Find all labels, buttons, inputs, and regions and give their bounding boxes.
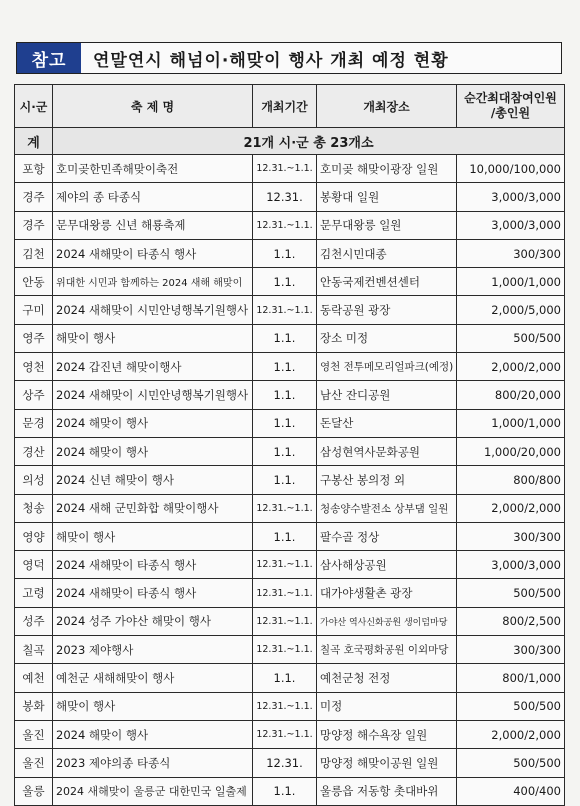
cell-attendance: 2,000/5,000 [457, 296, 565, 324]
cell-city: 울진 [15, 749, 53, 777]
cell-city: 울릉 [15, 777, 53, 805]
cell-city: 의성 [15, 466, 53, 494]
cell-festival: 2024 성주 가야산 해맞이 행사 [53, 607, 253, 635]
cell-venue: 봉황대 일원 [317, 183, 457, 211]
cell-attendance: 2,000/2,000 [457, 494, 565, 522]
cell-venue: 칠곡 호국평화공원 이외마당 [317, 636, 457, 664]
cell-attendance: 10,000/100,000 [457, 155, 565, 183]
col-header-venue: 개최장소 [317, 85, 457, 128]
table-row [15, 692, 565, 720]
col-header-period: 개최기간 [253, 85, 317, 128]
cell-festival: 2024 새해맞이 타종식 행사 [53, 551, 253, 579]
cell-city: 청송 [15, 494, 53, 522]
cell-period: 1.1. [253, 239, 317, 267]
cell-period: 1.1. [253, 268, 317, 296]
cell-festival: 2024 해맞이 행사 [53, 409, 253, 437]
cell-venue: 문무대왕릉 일원 [317, 211, 457, 239]
table-row [15, 211, 565, 239]
table-row [15, 324, 565, 352]
reference-tag: 참고 [17, 43, 81, 73]
cell-venue: 팔수골 정상 [317, 522, 457, 550]
table-row [15, 636, 565, 664]
table-row [15, 353, 565, 381]
cell-attendance: 3,000/3,000 [457, 183, 565, 211]
table-row [15, 409, 565, 437]
cell-attendance: 3,000/3,000 [457, 551, 565, 579]
cell-venue: 김천시민대종 [317, 239, 457, 267]
cell-festival: 2024 갑진년 해맞이행사 [53, 353, 253, 381]
cell-period: 12.31.~1.1. [253, 211, 317, 239]
cell-city: 예천 [15, 664, 53, 692]
cell-period: 12.31.~1.1. [253, 551, 317, 579]
cell-city: 경주 [15, 211, 53, 239]
cell-venue: 울릉읍 저동항 촛대바위 [317, 777, 457, 805]
table-row [15, 607, 565, 635]
cell-festival: 2023 제야의종 타종식 [53, 749, 253, 777]
cell-venue: 호미곶 해맞이광장 일원 [317, 155, 457, 183]
cell-venue: 돈달산 [317, 409, 457, 437]
cell-city: 영양 [15, 522, 53, 550]
table-row [15, 437, 565, 465]
cell-attendance: 500/500 [457, 579, 565, 607]
cell-period: 12.31.~1.1. [253, 692, 317, 720]
cell-attendance: 800/20,000 [457, 381, 565, 409]
cell-festival: 문무대왕릉 신년 해룡축제 [53, 211, 253, 239]
cell-festival: 2024 새해맞이 울릉군 대한민국 일출제 [53, 777, 253, 805]
cell-attendance: 800/1,000 [457, 664, 565, 692]
cell-venue: 삼성현역사문화공원 [317, 437, 457, 465]
cell-festival: 2024 새해 군민화합 해맞이행사 [53, 494, 253, 522]
cell-venue: 청송양수발전소 상부댐 일원 [317, 494, 457, 522]
table-row [15, 183, 565, 211]
cell-attendance: 2,000/2,000 [457, 353, 565, 381]
cell-festival: 2024 해맞이 행사 [53, 437, 253, 465]
cell-festival: 제야의 종 타종식 [53, 183, 253, 211]
cell-period: 12.31.~1.1. [253, 607, 317, 635]
cell-festival: 호미곶한민족해맞이축전 [53, 155, 253, 183]
cell-festival: 2024 새해맞이 시민안녕행복기원행사 [53, 296, 253, 324]
table-row [15, 522, 565, 550]
cell-city: 칠곡 [15, 636, 53, 664]
table-row [15, 720, 565, 748]
cell-festival: 해맞이 행사 [53, 522, 253, 550]
cell-city: 고령 [15, 579, 53, 607]
cell-attendance: 300/300 [457, 239, 565, 267]
cell-period: 1.1. [253, 353, 317, 381]
cell-venue: 동락공원 광장 [317, 296, 457, 324]
cell-festival: 2024 새해맞이 시민안녕행복기원행사 [53, 381, 253, 409]
table-row [15, 296, 565, 324]
cell-festival: 위대한 시민과 함께하는 2024 새해 해맞이 [53, 268, 253, 296]
events-table [14, 84, 565, 806]
cell-city: 김천 [15, 239, 53, 267]
cell-period: 1.1. [253, 409, 317, 437]
cell-period: 12.31.~1.1. [253, 494, 317, 522]
cell-period: 12.31.~1.1. [253, 296, 317, 324]
cell-period: 12.31.~1.1. [253, 720, 317, 748]
cell-venue: 망양정 해수욕장 일원 [317, 720, 457, 748]
cell-attendance: 1,000/1,000 [457, 409, 565, 437]
table-row [15, 381, 565, 409]
table-row [15, 777, 565, 805]
cell-attendance: 300/300 [457, 522, 565, 550]
cell-venue: 영천 전투메모리얼파크(예정) [317, 353, 457, 381]
cell-period: 1.1. [253, 777, 317, 805]
cell-festival: 2024 새해맞이 타종식 행사 [53, 239, 253, 267]
cell-city: 포항 [15, 155, 53, 183]
cell-attendance: 500/500 [457, 749, 565, 777]
col-header-attendance-line2: /총인원 [490, 106, 531, 120]
cell-period: 12.31.~1.1. [253, 155, 317, 183]
cell-period: 12.31.~1.1. [253, 636, 317, 664]
cell-attendance: 1,000/20,000 [457, 437, 565, 465]
cell-attendance: 800/2,500 [457, 607, 565, 635]
cell-city: 문경 [15, 409, 53, 437]
cell-attendance: 500/500 [457, 324, 565, 352]
cell-period: 1.1. [253, 381, 317, 409]
cell-attendance: 800/800 [457, 466, 565, 494]
cell-attendance: 3,000/3,000 [457, 211, 565, 239]
cell-festival: 2024 해맞이 행사 [53, 720, 253, 748]
cell-city: 영천 [15, 353, 53, 381]
table-header-row [15, 85, 565, 128]
total-label: 계 [15, 128, 53, 155]
cell-venue: 망양정 해맞이공원 일원 [317, 749, 457, 777]
cell-venue: 안동국제컨벤션센터 [317, 268, 457, 296]
cell-venue: 삼사해상공원 [317, 551, 457, 579]
col-header-festival: 축 제 명 [53, 85, 253, 128]
cell-period: 1.1. [253, 324, 317, 352]
cell-festival: 해맞이 행사 [53, 692, 253, 720]
cell-attendance: 400/400 [457, 777, 565, 805]
cell-festival: 2023 제야행사 [53, 636, 253, 664]
cell-period: 1.1. [253, 664, 317, 692]
cell-city: 영주 [15, 324, 53, 352]
cell-city: 성주 [15, 607, 53, 635]
cell-city: 구미 [15, 296, 53, 324]
cell-city: 상주 [15, 381, 53, 409]
table-row [15, 466, 565, 494]
cell-venue: 대가야생활촌 광장 [317, 579, 457, 607]
cell-city: 경산 [15, 437, 53, 465]
cell-attendance: 300/300 [457, 636, 565, 664]
cell-city: 안동 [15, 268, 53, 296]
cell-festival: 2024 새해맞이 타종식 행사 [53, 579, 253, 607]
cell-venue: 미정 [317, 692, 457, 720]
table-row [15, 494, 565, 522]
table-row [15, 551, 565, 579]
cell-venue: 장소 미정 [317, 324, 457, 352]
table-row [15, 579, 565, 607]
cell-period: 1.1. [253, 466, 317, 494]
cell-city: 울진 [15, 720, 53, 748]
cell-venue: 예천군청 전정 [317, 664, 457, 692]
title-box [16, 42, 562, 74]
cell-attendance: 500/500 [457, 692, 565, 720]
cell-attendance: 1,000/1,000 [457, 268, 565, 296]
col-header-attendance-line1: 순간최대참여인원 [464, 91, 557, 105]
cell-city: 봉화 [15, 692, 53, 720]
cell-period: 1.1. [253, 522, 317, 550]
cell-period: 12.31. [253, 749, 317, 777]
cell-city: 영덕 [15, 551, 53, 579]
cell-venue: 가야산 역사신화공원 생이덤마당 [317, 607, 457, 635]
cell-period: 12.31. [253, 183, 317, 211]
cell-city: 경주 [15, 183, 53, 211]
table-row [15, 664, 565, 692]
total-summary: 21개 시·군 총 23개소 [53, 128, 565, 155]
col-header-attendance [457, 85, 565, 128]
cell-attendance: 2,000/2,000 [457, 720, 565, 748]
col-header-city: 시·군 [15, 85, 53, 128]
table-row [15, 749, 565, 777]
cell-venue: 구봉산 봉의정 외 [317, 466, 457, 494]
table-row [15, 155, 565, 183]
cell-venue: 남산 잔디공원 [317, 381, 457, 409]
cell-period: 1.1. [253, 437, 317, 465]
cell-festival: 2024 신년 해맞이 행사 [53, 466, 253, 494]
cell-festival: 예천군 새해해맞이 행사 [53, 664, 253, 692]
cell-festival: 해맞이 행사 [53, 324, 253, 352]
table-row [15, 239, 565, 267]
total-row [15, 128, 565, 155]
table-row [15, 268, 565, 296]
cell-period: 12.31.~1.1. [253, 579, 317, 607]
page-title: 연말연시 해넘이·해맞이 행사 개최 예정 현황 [93, 50, 449, 71]
